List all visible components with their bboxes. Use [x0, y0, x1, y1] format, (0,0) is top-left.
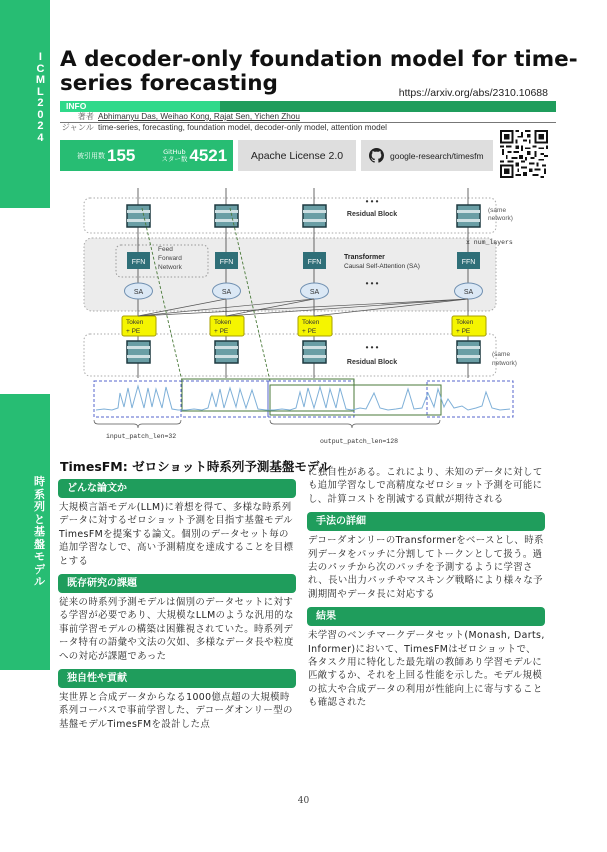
svg-text:+ PE: + PE — [302, 328, 317, 335]
svg-text:network): network) — [492, 360, 517, 367]
heading-results: 結果 — [307, 607, 545, 626]
heading-prior-work: 既存研究の課題 — [58, 574, 296, 593]
svg-text:(same: (same — [488, 207, 507, 214]
authors-value: Abhimanyu Das, Weihao Kong, Rajat Sen, Yichen Zhou — [98, 112, 300, 121]
stats-badge — [60, 140, 233, 171]
svg-text:Feed: Feed — [158, 246, 173, 253]
heading-method: 手法の詳細 — [307, 512, 545, 531]
authors-key: 著者 — [77, 112, 94, 121]
sidebar-topic-block — [0, 394, 50, 670]
svg-text:SA: SA — [463, 289, 474, 296]
svg-text:output_patch_len=128: output_patch_len=128 — [320, 438, 399, 445]
page-number: 40 — [297, 796, 310, 806]
svg-text:SA: SA — [221, 289, 232, 296]
svg-text:• • •: • • • — [365, 279, 379, 288]
citations-count: 155 — [107, 145, 136, 165]
svg-text:SA: SA — [133, 289, 144, 296]
svg-text:Token: Token — [126, 319, 144, 326]
citations-label: 被引用数 — [77, 151, 105, 160]
body-what-paper: 大規模言語モデル(LLM)に着想を得て、多様な時系列データに対するゼロショット予測を目指す基盤モデルTimesFMを提案する論文。個別のデータセット毎の追加学習なしで、高い予測精度を達成することを目標とする — [59, 502, 294, 567]
genre-key: ジャンル — [61, 123, 94, 132]
right-column — [307, 466, 545, 716]
svg-text:Transformer: Transformer — [344, 254, 385, 261]
svg-text:FFN: FFN — [461, 259, 476, 266]
svg-text:+ PE: + PE — [456, 328, 471, 335]
repo-badge[interactable] — [361, 140, 493, 171]
body-novelty-continued: に独自性がある。これにより、未知のデータに対しても追加学習なしで高精度なゼロショット予測を可能にし、計算コストを削減する貢献が期待される — [308, 467, 543, 505]
svg-text:Residual Block: Residual Block — [346, 359, 398, 366]
svg-text:+ PE: + PE — [214, 328, 229, 335]
svg-text:• • •: • • • — [365, 343, 379, 352]
info-label: INFO — [66, 101, 87, 111]
license-badge: Apache License 2.0 — [238, 140, 356, 171]
svg-text:(same: (same — [492, 351, 511, 358]
svg-text:FFN: FFN — [307, 259, 322, 266]
qr-code[interactable] — [500, 130, 548, 178]
svg-text:Token: Token — [456, 319, 474, 326]
stars-label: GitHub スター数 — [161, 147, 188, 163]
section-title: TimesFM: ゼロショット時系列予測基盤モデル — [60, 459, 332, 474]
heading-what-paper: どんな論文か — [58, 479, 296, 498]
svg-text:Token: Token — [302, 319, 320, 326]
repo-name: google-research/timesfm — [390, 150, 484, 161]
svg-text:input_patch_len=32: input_patch_len=32 — [106, 433, 177, 440]
svg-text:network): network) — [488, 215, 513, 222]
genre-value: time-series, forecasting, foundation model, decoder-only model, attention model — [98, 123, 387, 132]
genre-row — [60, 123, 520, 133]
sidebar-conference-block — [0, 0, 50, 208]
arxiv-link[interactable]: https://arxiv.org/abs/2310.10688 — [398, 87, 548, 99]
architecture-diagram — [82, 188, 532, 446]
svg-text:Token: Token — [214, 319, 232, 326]
svg-text:FFN: FFN — [131, 259, 146, 266]
svg-text:+ PE: + PE — [126, 328, 141, 335]
body-method: デコーダオンリーのTransformerをベースとし、時系列データをパッチに分割してトークンとして扱う。過去のパッチから次のパッチを予測するように学習され、長い出力パッチやマスキング戦略により様々な予測期間やデータ長に対応する — [308, 535, 544, 600]
svg-text:Network: Network — [158, 264, 182, 271]
topic-label: 時 系 列 と 基 盤 モ デ ル — [34, 475, 45, 588]
body-novelty: 実世界と合成データからなる1000億点超の大規模時系列コーパスで事前学習した、デコーダオンリー型の基盤モデルTimesFMを設計した点 — [59, 692, 293, 730]
info-bar — [60, 101, 556, 112]
svg-text:Forward: Forward — [158, 255, 182, 262]
svg-text:Residual Block: Residual Block — [346, 211, 398, 218]
heading-novelty: 独自性や貢献 — [58, 669, 296, 688]
stars-count: 4521 — [189, 145, 228, 165]
svg-text:• • •: • • • — [365, 197, 379, 206]
svg-text:x num_layers: x num_layers — [466, 239, 513, 246]
paper-title: A decoder-only foundation model for time-series forecasting — [60, 47, 578, 96]
authors-row — [60, 112, 556, 123]
svg-text:Causal Self-Attention (SA): Causal Self-Attention (SA) — [344, 263, 420, 270]
left-column — [58, 479, 296, 737]
conference-label: I C M L 2 0 2 4 — [35, 51, 45, 144]
github-icon — [369, 148, 384, 163]
body-results: 未学習のベンチマークデータセット(Monash, Darts, Informer)において、TimesFMはゼロショットで、各タスク用に特化した最先端の教師あり学習モデルに匹敵するか、それを上回る性能を示した。モデル規模の拡大や合成データの利用が性能向上に寄与することも確認された — [308, 630, 545, 709]
body-prior-work: 従来の時系列予測モデルは個別のデータセットに対する学習が必要であり、大規模なLLMのような汎用的な事前学習モデルの構築は困難視されていた。時系列データ特有の語彙や文法の欠如、多様なデータ長や粒度への対応が課題であった — [59, 597, 294, 662]
svg-text:FFN: FFN — [219, 259, 234, 266]
svg-text:SA: SA — [309, 289, 320, 296]
